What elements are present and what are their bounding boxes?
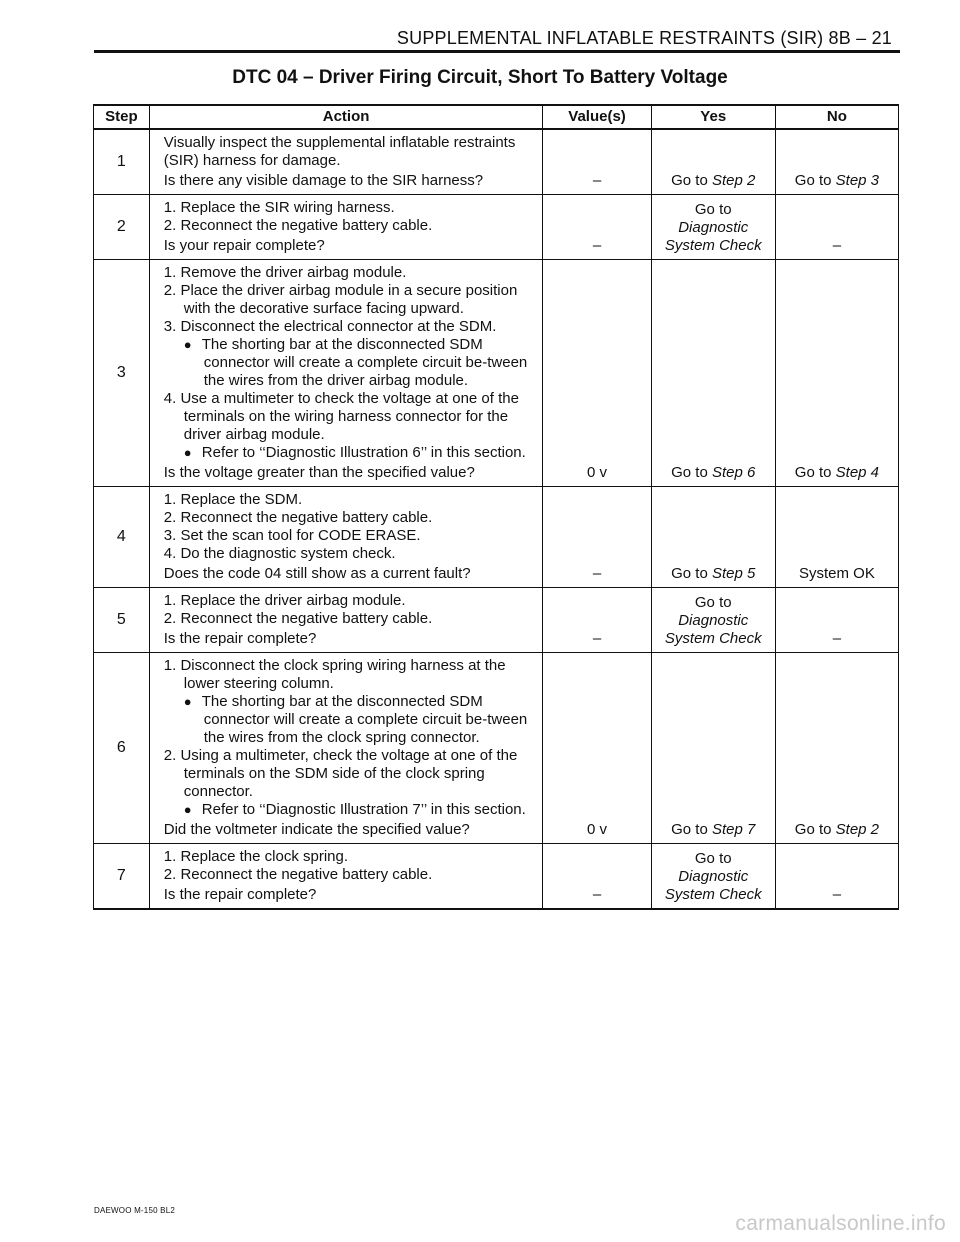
table-row: [94, 129, 899, 195]
column-header-action: Action: [149, 105, 543, 129]
no-prefix: –: [832, 237, 842, 254]
action-step: 3. Set the scan tool for CODE ERASE.: [163, 527, 421, 544]
no-cell: [775, 487, 898, 588]
step-number: 4: [94, 487, 150, 588]
yes-step-reference: Diagnostic System Check: [664, 868, 762, 903]
no-step-reference: Step 3: [835, 172, 880, 189]
action-step: 1. Disconnect the clock spring wiring harness at the lower steering column.: [163, 657, 506, 692]
table-row: [94, 260, 899, 487]
action-step: 4. Use a multimeter to check the voltage at one of the terminals on the wiring harness connector for the driver airbag module.: [163, 390, 519, 443]
table-body: [94, 129, 899, 909]
action-step: 2. Place the driver airbag module in a secure position with the decorative surface facing upward.: [163, 282, 518, 317]
yes-step-reference: Step 2: [711, 172, 756, 189]
action-text: Visually inspect the supplemental inflatable restraints (SIR) harness for damage.: [163, 134, 516, 169]
column-header-values: Value(s): [543, 105, 651, 129]
action-step: 2. Reconnect the negative battery cable.: [163, 610, 433, 627]
no-cell: [775, 129, 898, 195]
action-bullet: [164, 801, 535, 819]
no-step-reference: Step 2: [835, 821, 880, 838]
no-cell: [775, 653, 898, 844]
action-question: Did the voltmeter indicate the specified value?: [163, 821, 470, 838]
yes-step-reference: Diagnostic System Check: [664, 219, 762, 254]
action-question: Is your repair complete?: [163, 237, 325, 254]
yes-prefix: Go to: [694, 850, 732, 867]
step-number: 1: [94, 129, 150, 195]
action-bullet: [164, 444, 535, 462]
step-number: 5: [94, 588, 150, 653]
no-prefix: –: [832, 886, 842, 903]
no-cell: [775, 588, 898, 653]
yes-cell: [651, 260, 775, 487]
no-prefix: System OK: [798, 565, 875, 582]
action-bullet-text: Refer to ‘‘Diagnostic Illustration 7’’ in this section.: [201, 801, 526, 818]
table-row: [94, 487, 899, 588]
action-step: 2. Using a multimeter, check the voltage at one of the terminals on the SDM side of the clock spring connector.: [163, 747, 518, 800]
yes-prefix: Go to: [671, 172, 708, 189]
value-cell: –: [543, 195, 651, 260]
action-step: 2. Reconnect the negative battery cable.: [163, 509, 433, 526]
no-prefix: Go to: [794, 464, 832, 481]
no-prefix: Go to: [794, 172, 832, 189]
watermark: carmanualsonline.info: [735, 1212, 946, 1235]
yes-cell: [651, 653, 775, 844]
yes-step-reference: Step 6: [711, 464, 756, 481]
action-step: 1. Replace the clock spring.: [163, 848, 349, 865]
action-cell: [149, 588, 543, 653]
bullet-icon: ●: [183, 337, 192, 352]
no-cell: [775, 844, 898, 910]
value-cell: –: [543, 844, 651, 910]
action-bullet-text: Refer to ‘‘Diagnostic Illustration 6’’ in this section.: [201, 444, 526, 461]
column-header-no: No: [775, 105, 898, 129]
bullet-icon: ●: [183, 802, 192, 817]
footer-model-code: DAEWOO M-150 BL2: [94, 1206, 176, 1215]
yes-step-reference: Step 5: [711, 565, 756, 582]
action-cell: [149, 195, 543, 260]
action-step: 1. Replace the SDM.: [163, 491, 303, 508]
bullet-icon: ●: [183, 445, 192, 460]
action-bullet: [164, 693, 535, 747]
action-question: Is the repair complete?: [163, 630, 317, 647]
table-row: [94, 653, 899, 844]
yes-cell: [651, 487, 775, 588]
yes-prefix: Go to: [671, 464, 708, 481]
action-step: 1. Replace the driver airbag module.: [163, 592, 406, 609]
action-step: 2. Reconnect the negative battery cable.: [163, 217, 433, 234]
no-step-reference: Step 4: [835, 464, 880, 481]
action-question: Is the voltage greater than the specified value?: [163, 464, 475, 481]
step-number: 7: [94, 844, 150, 910]
step-number: 2: [94, 195, 150, 260]
action-question: Does the code 04 still show as a current fault?: [163, 565, 471, 582]
action-cell: [149, 844, 543, 910]
action-step: 3. Disconnect the electrical connector at the SDM.: [163, 318, 497, 335]
action-cell: [149, 487, 543, 588]
yes-step-reference: Step 7: [711, 821, 756, 838]
yes-cell: [651, 129, 775, 195]
action-step: 4. Do the diagnostic system check.: [163, 545, 396, 562]
no-prefix: Go to: [794, 821, 832, 838]
action-cell: [149, 653, 543, 844]
yes-cell: [651, 588, 775, 653]
page-header: SUPPLEMENTAL INFLATABLE RESTRAINTS (SIR) 8B – 21: [396, 28, 892, 48]
action-question: Is the repair complete?: [163, 886, 317, 903]
step-number: 6: [94, 653, 150, 844]
header-rule: [94, 50, 900, 53]
no-cell: [775, 260, 898, 487]
yes-prefix: Go to: [671, 821, 708, 838]
step-number: 3: [94, 260, 150, 487]
value-cell: 0 v: [543, 260, 651, 487]
value-cell: –: [543, 487, 651, 588]
diagnostic-table: [93, 104, 899, 910]
table-row: [94, 195, 899, 260]
column-header-yes: Yes: [651, 105, 775, 129]
action-bullet-text: The shorting bar at the disconnected SDM connector will create a complete circuit be-tween the wires from the clock spring connector.: [201, 693, 528, 746]
no-prefix: –: [832, 630, 842, 647]
document-title: DTC 04 – Driver Firing Circuit, Short To Battery Voltage: [232, 67, 728, 88]
table-row: [94, 588, 899, 653]
value-cell: 0 v: [543, 653, 651, 844]
yes-cell: [651, 844, 775, 910]
value-cell: –: [543, 588, 651, 653]
column-header-step: Step: [94, 105, 150, 129]
yes-cell: [651, 195, 775, 260]
action-cell: [149, 260, 543, 487]
action-bullet-text: The shorting bar at the disconnected SDM connector will create a complete circuit be-tween the wires from the driver airbag module.: [201, 336, 528, 389]
yes-step-reference: Diagnostic System Check: [664, 612, 762, 647]
table-header-row: [94, 105, 899, 129]
bullet-icon: ●: [183, 694, 192, 709]
yes-prefix: Go to: [694, 201, 732, 218]
value-cell: –: [543, 129, 651, 195]
action-step: 1. Remove the driver airbag module.: [163, 264, 407, 281]
no-cell: [775, 195, 898, 260]
yes-prefix: Go to: [694, 594, 732, 611]
table-row: [94, 844, 899, 910]
action-question: Is there any visible damage to the SIR harness?: [163, 172, 484, 189]
action-step: 2. Reconnect the negative battery cable.: [163, 866, 433, 883]
action-bullet: [164, 336, 535, 390]
action-step: 1. Replace the SIR wiring harness.: [163, 199, 395, 216]
action-cell: [149, 129, 543, 195]
yes-prefix: Go to: [671, 565, 708, 582]
